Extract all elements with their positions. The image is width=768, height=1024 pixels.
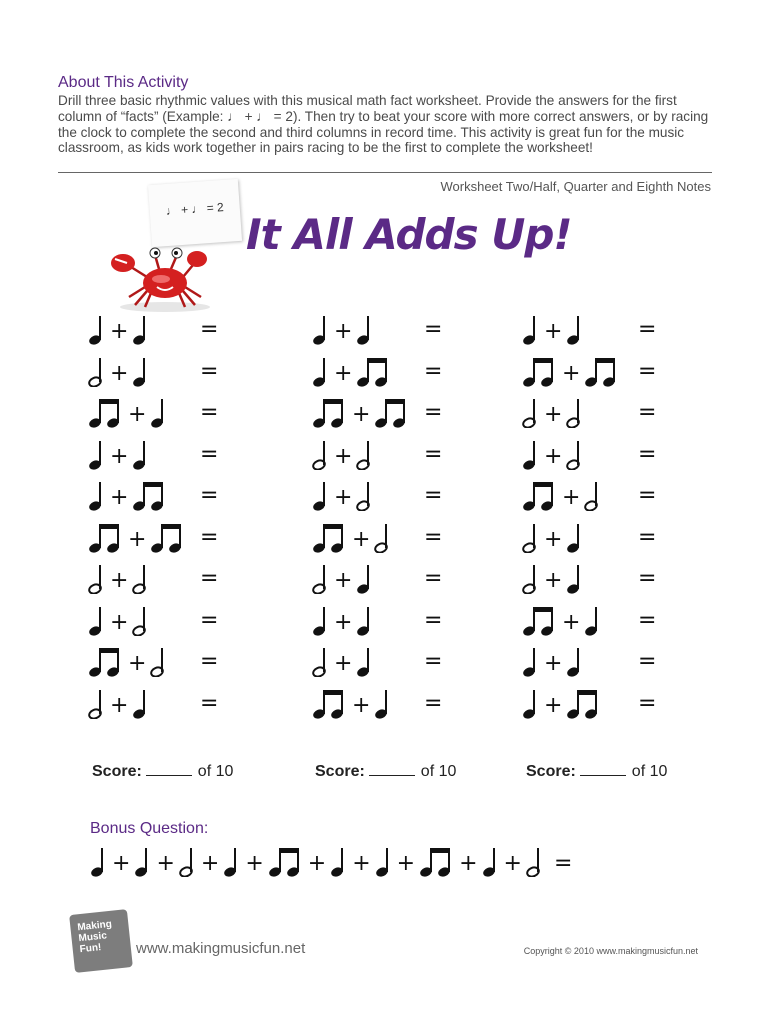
half-note-icon — [566, 396, 584, 428]
problem-row — [312, 394, 443, 428]
problem-row — [88, 353, 219, 387]
score-label: Score: — [526, 763, 576, 780]
quarter-note-icon — [312, 479, 330, 511]
sign-text: ♩ + ♩ = 2 — [165, 200, 225, 219]
score-blank[interactable] — [580, 763, 626, 776]
quarter-note-icon — [134, 845, 152, 877]
plus-sign: + — [128, 402, 147, 427]
problem-row — [522, 394, 657, 428]
quarter-note-icon — [566, 521, 584, 553]
equals-sign: = — [638, 566, 657, 591]
problem-row — [88, 311, 219, 345]
eighth-notes-icon — [268, 845, 304, 877]
plus-sign: + — [334, 360, 353, 386]
plus-sign: + — [352, 526, 371, 552]
equals-sign: = — [200, 524, 219, 550]
eighth-notes-icon — [312, 396, 348, 428]
logo-line: Fun! — [79, 942, 102, 956]
equals-sign: = — [638, 690, 657, 716]
score-suffix: of 10 — [197, 763, 234, 780]
plus-sign: + — [200, 851, 220, 876]
plus-sign: + — [334, 485, 353, 510]
equals-sign: = — [424, 566, 443, 591]
score-blank[interactable] — [369, 763, 415, 776]
worksheet-subtitle: Worksheet Two/Half, Quarter and Eighth Notes — [440, 179, 711, 194]
equals-sign: = — [200, 441, 219, 467]
problem-row — [522, 436, 657, 470]
eighth-notes-icon — [419, 845, 455, 877]
problem-row — [522, 602, 657, 636]
plus-sign: + — [334, 443, 353, 469]
problem-row — [522, 685, 657, 719]
problem-row — [312, 560, 443, 594]
plus-sign: + — [307, 851, 327, 876]
plus-sign: + — [562, 485, 581, 510]
quarter-note-icon — [132, 687, 150, 719]
plus-sign: + — [544, 402, 563, 427]
plus-sign: + — [544, 692, 563, 718]
quarter-note-icon — [88, 438, 106, 470]
quarter-note-icon — [132, 438, 150, 470]
logo-line: Music — [78, 930, 108, 945]
quarter-note-icon — [312, 313, 330, 345]
plus-sign: + — [110, 360, 129, 386]
equals-sign: = — [553, 851, 573, 876]
equals-sign: = — [424, 649, 443, 674]
eighth-notes-icon — [88, 521, 124, 553]
eighth-notes-icon — [522, 355, 558, 387]
half-note-icon — [566, 438, 584, 470]
quarter-note-icon — [374, 687, 392, 719]
problem-row — [312, 311, 443, 345]
half-note-icon — [374, 521, 392, 553]
score-line-2 — [315, 763, 456, 781]
eighth-notes-icon — [312, 521, 348, 553]
half-note-icon — [522, 521, 540, 553]
problem-row — [88, 602, 219, 636]
half-note-icon — [88, 687, 106, 719]
equals-sign: = — [638, 649, 657, 674]
equals-sign: = — [424, 400, 443, 425]
plus-sign: + — [562, 360, 581, 386]
eighth-notes-icon — [132, 479, 168, 511]
equals-sign: = — [200, 690, 219, 716]
quarter-note-icon — [90, 845, 108, 877]
quarter-note-icon — [312, 355, 330, 387]
plus-sign: + — [334, 651, 353, 676]
quarter-note-icon — [522, 645, 540, 677]
half-note-icon — [356, 438, 374, 470]
quarter-note-icon — [88, 479, 106, 511]
crab-mascot-icon — [105, 235, 225, 315]
equals-sign: = — [638, 524, 657, 550]
plus-sign: + — [110, 485, 129, 510]
eighth-notes-icon — [88, 645, 124, 677]
half-note-icon — [88, 355, 106, 387]
quarter-note-icon — [356, 313, 374, 345]
score-blank[interactable] — [146, 763, 192, 776]
plus-sign: + — [459, 851, 478, 876]
eighth-notes-icon — [356, 355, 392, 387]
plus-sign: + — [334, 568, 353, 593]
quarter-note-icon — [330, 845, 348, 877]
plus-sign: + — [110, 568, 129, 593]
equals-sign: = — [638, 317, 657, 342]
equals-sign: = — [638, 400, 657, 425]
half-note-icon — [150, 645, 168, 677]
eighth-notes-icon — [88, 396, 124, 428]
quarter-note-icon — [132, 355, 150, 387]
score-label: Score: — [315, 763, 365, 780]
plus-sign: + — [544, 568, 563, 593]
plus-sign: + — [396, 851, 416, 876]
plus-sign: + — [334, 609, 353, 635]
problem-row — [312, 519, 443, 553]
half-note-icon — [179, 845, 197, 877]
plus-sign: + — [245, 851, 264, 876]
quarter-note-icon — [223, 845, 241, 877]
score-line-1 — [92, 763, 233, 781]
plus-sign: + — [544, 651, 563, 676]
quarter-note-icon — [88, 313, 106, 345]
plus-sign: + — [334, 319, 353, 344]
bonus-problem — [90, 843, 576, 877]
plus-sign: + — [503, 851, 522, 876]
half-note-icon — [312, 438, 330, 470]
problem-row — [88, 560, 219, 594]
eighth-notes-icon — [522, 479, 558, 511]
equals-sign: = — [424, 358, 443, 384]
equals-sign: = — [424, 441, 443, 467]
score-line-3 — [526, 763, 667, 781]
plus-sign: + — [128, 526, 147, 552]
quarter-note-icon — [356, 645, 374, 677]
plus-sign: + — [110, 692, 129, 718]
quarter-note-icon — [566, 645, 584, 677]
half-note-icon — [526, 845, 544, 877]
eighth-notes-icon — [150, 521, 186, 553]
copyright: Copyright © 2010 www.makingmusicfun.net — [523, 946, 698, 956]
problem-row — [88, 436, 219, 470]
half-note-icon — [312, 645, 330, 677]
about-text: Drill three basic rhythmic values with this musical math fact worksheet. Provide the answers for the first column of “facts” (Example: ♩ + ♩ = 2). Then try to beat your score with more correct answers, or by racing the clock to complete the second and third columns in record time. This activity is great fun for the music classroom, as kids work together in pairs racing to be the first to complete the worksheet! — [58, 93, 709, 156]
problem-row — [522, 477, 657, 511]
problem-row — [522, 643, 657, 677]
plus-sign: + — [544, 319, 563, 344]
equals-sign: = — [200, 400, 219, 425]
equals-sign: = — [424, 607, 443, 633]
equals-sign: = — [638, 441, 657, 467]
score-suffix: of 10 — [631, 763, 668, 780]
quarter-note-icon — [482, 845, 500, 877]
plus-sign: + — [110, 609, 129, 635]
equals-sign: = — [638, 607, 657, 633]
problem-row — [88, 477, 219, 511]
bonus-title: Bonus Question: — [90, 820, 209, 837]
problem-row — [312, 436, 443, 470]
score-suffix: of 10 — [420, 763, 457, 780]
quarter-note-icon — [522, 687, 540, 719]
half-note-icon — [88, 562, 106, 594]
equals-sign: = — [200, 317, 219, 342]
plus-sign: + — [352, 851, 371, 876]
problem-row — [522, 560, 657, 594]
problem-row — [88, 643, 219, 677]
quarter-note-icon — [566, 562, 584, 594]
equals-sign: = — [200, 649, 219, 674]
plus-sign: + — [112, 851, 131, 876]
equals-sign: = — [638, 358, 657, 384]
problem-row — [522, 353, 657, 387]
half-note-icon — [522, 396, 540, 428]
equals-sign: = — [200, 483, 219, 508]
quarter-note-icon — [522, 313, 540, 345]
equals-sign: = — [200, 358, 219, 384]
quarter-note-icon — [356, 604, 374, 636]
half-note-icon — [132, 604, 150, 636]
logo — [69, 909, 133, 973]
eighth-notes-icon — [566, 687, 602, 719]
equals-sign: = — [200, 566, 219, 591]
equals-sign: = — [424, 317, 443, 342]
equals-sign: = — [638, 483, 657, 508]
divider — [58, 172, 712, 173]
equals-sign: = — [200, 607, 219, 633]
eighth-notes-icon — [374, 396, 410, 428]
half-note-icon — [584, 479, 602, 511]
quarter-note-icon — [522, 438, 540, 470]
plus-sign: + — [156, 851, 175, 876]
plus-sign: + — [352, 402, 371, 427]
plus-sign: + — [352, 692, 371, 718]
problem-row — [88, 685, 219, 719]
page-title: It All Adds Up! — [246, 210, 572, 259]
half-note-icon — [522, 562, 540, 594]
eighth-notes-icon — [312, 687, 348, 719]
problem-row — [312, 685, 443, 719]
plus-sign: + — [562, 609, 581, 635]
equals-sign: = — [424, 483, 443, 508]
problem-row — [522, 311, 657, 345]
problem-row — [312, 477, 443, 511]
eighth-notes-icon — [584, 355, 620, 387]
quarter-note-icon — [356, 562, 374, 594]
problem-row — [522, 519, 657, 553]
problem-row — [312, 602, 443, 636]
plus-sign: + — [110, 319, 129, 344]
problem-row — [88, 519, 219, 553]
equals-sign: = — [424, 690, 443, 716]
quarter-note-icon — [88, 604, 106, 636]
problem-row — [312, 643, 443, 677]
plus-sign: + — [128, 651, 147, 676]
quarter-note-icon — [584, 604, 602, 636]
eighth-notes-icon — [522, 604, 558, 636]
quarter-note-icon — [312, 604, 330, 636]
about-title: About This Activity — [58, 74, 189, 91]
equals-sign: = — [424, 524, 443, 550]
problem-row — [312, 353, 443, 387]
quarter-note-icon — [566, 313, 584, 345]
half-note-icon — [312, 562, 330, 594]
half-note-icon — [132, 562, 150, 594]
plus-sign: + — [544, 443, 563, 469]
quarter-note-icon — [150, 396, 168, 428]
half-note-icon — [356, 479, 374, 511]
plus-sign: + — [544, 526, 563, 552]
quarter-note-icon — [132, 313, 150, 345]
problem-row — [88, 394, 219, 428]
score-label: Score: — [92, 763, 142, 780]
website-link[interactable]: www.makingmusicfun.net — [136, 940, 306, 957]
plus-sign: + — [110, 443, 129, 469]
quarter-note-icon — [375, 845, 393, 877]
logo-line: Making — [76, 918, 113, 934]
